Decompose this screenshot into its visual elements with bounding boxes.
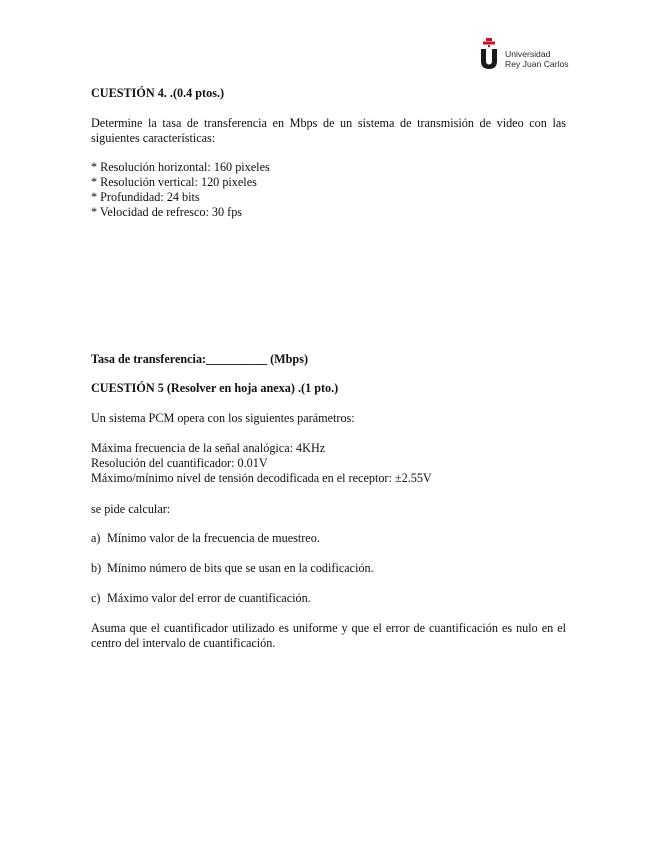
question-4-statement: Determine la tasa de transferencia en Mbps de un sistema de transmisión de video con las siguientes características: (91, 116, 566, 145)
question-5-ask: se pide calcular: (91, 502, 171, 516)
item-b-label: b) (91, 561, 102, 575)
spec-vertical-resolution: * Resolución vertical: 120 pixeles (91, 175, 257, 189)
urjc-logo-icon (480, 38, 498, 70)
logo-wordmark (505, 49, 569, 69)
question-4-specs (91, 160, 566, 220)
logo-line-2: Rey Juan Carlos (505, 59, 569, 69)
spec-depth: * Profundidad: 24 bits (91, 190, 200, 204)
question-5-item-b (91, 561, 566, 576)
university-logo (480, 38, 570, 72)
spec-horizontal-resolution: * Resolución horizontal: 160 pixeles (91, 160, 270, 174)
param-quantizer-resolution: Resolución del cuantificador: 0.01V (91, 456, 268, 470)
item-a-label: a) (91, 531, 101, 545)
question-5-item-c (91, 591, 566, 606)
item-a-text: Mínimo valor de la frecuencia de muestreo. (107, 531, 320, 545)
item-c-label: c) (91, 591, 101, 605)
question-5-item-a (91, 531, 566, 546)
item-b-text: Mínimo número de bits que se usan en la codificación. (107, 561, 374, 575)
item-c-text: Máximo valor del error de cuantificación. (107, 591, 311, 605)
question-5-params (91, 441, 566, 486)
question-5-note: Asuma que el cuantificador utilizado es uniforme y que el error de cuantificación es nulo en el centro del intervalo de cuantificación. (91, 621, 566, 650)
question-5-intro: Un sistema PCM opera con los siguientes parámetros: (91, 411, 355, 425)
question-4-answer-line: Tasa de transferencia:__________ (Mbps) (91, 352, 308, 366)
param-max-frequency: Máxima frecuencia de la señal analógica: 4KHz (91, 441, 326, 455)
spec-refresh-rate: * Velocidad de refresco: 30 fps (91, 205, 243, 219)
logo-line-1: Universidad (505, 49, 551, 59)
question-5-title: CUESTIÓN 5 (Resolver en hoja anexa) .(1 pto.) (91, 381, 339, 395)
param-voltage-level: Máximo/mínimo nivel de tensión decodificada en el receptor: ±2.55V (91, 471, 432, 485)
question-4-title: CUESTIÓN 4. .(0.4 ptos.) (91, 86, 225, 100)
